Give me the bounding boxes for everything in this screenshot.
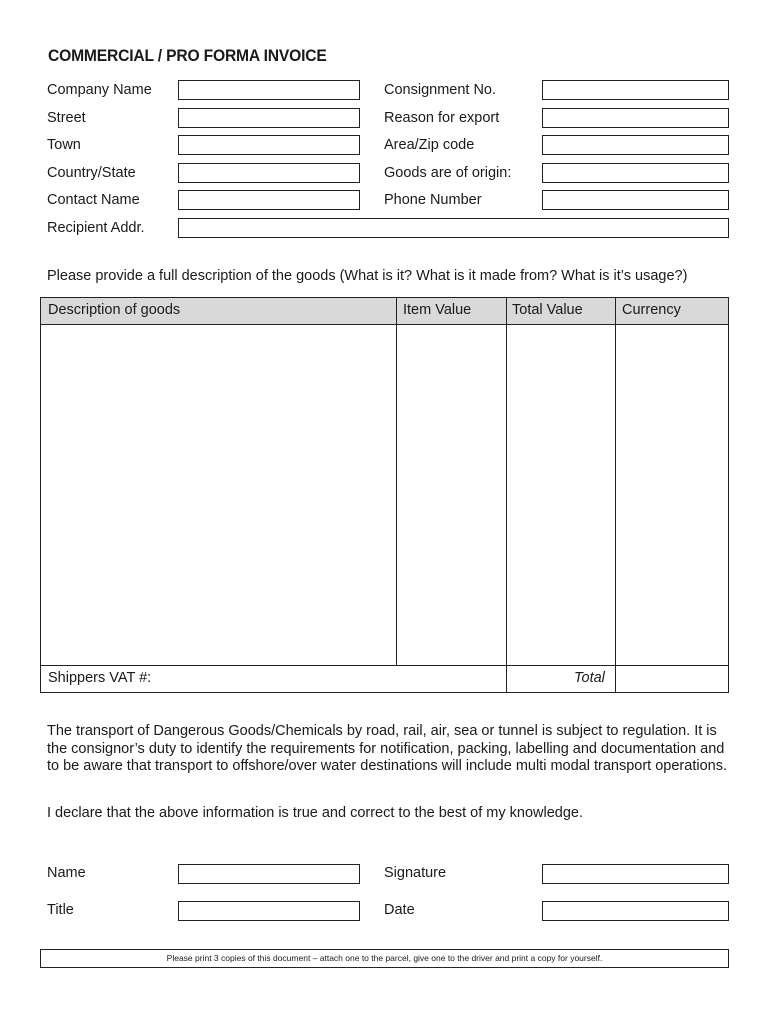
row-divider xyxy=(41,665,728,666)
regulation-notice: The transport of Dangerous Goods/Chemicals by road, rail, air, sea or tunnel is subject to regulation. It is the consignor’s duty to identify the requirements for notification, packing, labelling and documentation and to be aware that transport to offshore/over water destinations will include multi modal transport operations. xyxy=(47,723,727,774)
header-item-value: Item Value xyxy=(403,302,472,318)
town-field[interactable] xyxy=(178,135,360,155)
street-field[interactable] xyxy=(178,108,360,128)
name-field[interactable] xyxy=(178,864,360,884)
table-header-row xyxy=(41,298,728,325)
company-name-label: Company Name xyxy=(47,82,152,98)
recipient-addr-field[interactable] xyxy=(178,218,729,238)
consignment-no-label: Consignment No. xyxy=(384,82,497,98)
title-field[interactable] xyxy=(178,901,360,921)
column-divider xyxy=(506,298,507,692)
total-value-cell[interactable] xyxy=(508,325,614,665)
date-field[interactable] xyxy=(542,901,729,921)
company-name-field[interactable] xyxy=(178,80,360,100)
header-total-value: Total Value xyxy=(512,302,583,318)
area-zip-field[interactable] xyxy=(542,135,729,155)
signature-field[interactable] xyxy=(542,864,729,884)
town-label: Town xyxy=(47,137,81,153)
goods-table xyxy=(40,297,729,693)
reason-for-export-field[interactable] xyxy=(542,108,729,128)
shippers-vat-label: Shippers VAT #: xyxy=(48,670,152,686)
recipient-addr-label: Recipient Addr. xyxy=(47,220,145,236)
contact-name-field[interactable] xyxy=(178,190,360,210)
street-label: Street xyxy=(47,110,86,126)
goods-description-instructions: Please provide a full description of the goods (What is it? What is it made from? What is it’s usage?) xyxy=(47,268,688,284)
total-label: Total xyxy=(574,670,605,686)
title-label: Title xyxy=(47,902,74,918)
total-amount-cell[interactable] xyxy=(617,667,728,691)
declaration-text: I declare that the above information is true and correct to the best of my knowledge. xyxy=(47,805,583,821)
reason-for-export-label: Reason for export xyxy=(384,110,500,126)
signature-label: Signature xyxy=(384,865,447,881)
goods-origin-field[interactable] xyxy=(542,163,729,183)
area-zip-label: Area/Zip code xyxy=(384,137,475,153)
print-instructions-footer: Please print 3 copies of this document – attach one to the parcel, give one to the driver and print a copy for yourself. xyxy=(40,949,729,968)
phone-number-field[interactable] xyxy=(542,190,729,210)
consignment-no-field[interactable] xyxy=(542,80,729,100)
description-cell[interactable] xyxy=(42,325,395,665)
header-currency: Currency xyxy=(622,302,681,318)
column-divider xyxy=(615,298,616,692)
country-state-label: Country/State xyxy=(47,165,136,181)
goods-origin-label: Goods are of origin: xyxy=(384,165,512,181)
currency-cell[interactable] xyxy=(617,325,728,665)
country-state-field[interactable] xyxy=(178,163,360,183)
name-label: Name xyxy=(47,865,86,881)
page-title: COMMERCIAL / PRO FORMA INVOICE xyxy=(48,46,327,65)
phone-number-label: Phone Number xyxy=(384,192,482,208)
item-value-cell[interactable] xyxy=(398,325,505,665)
header-description: Description of goods xyxy=(48,302,181,318)
column-divider xyxy=(396,298,397,666)
date-label: Date xyxy=(384,902,415,918)
contact-name-label: Contact Name xyxy=(47,192,140,208)
